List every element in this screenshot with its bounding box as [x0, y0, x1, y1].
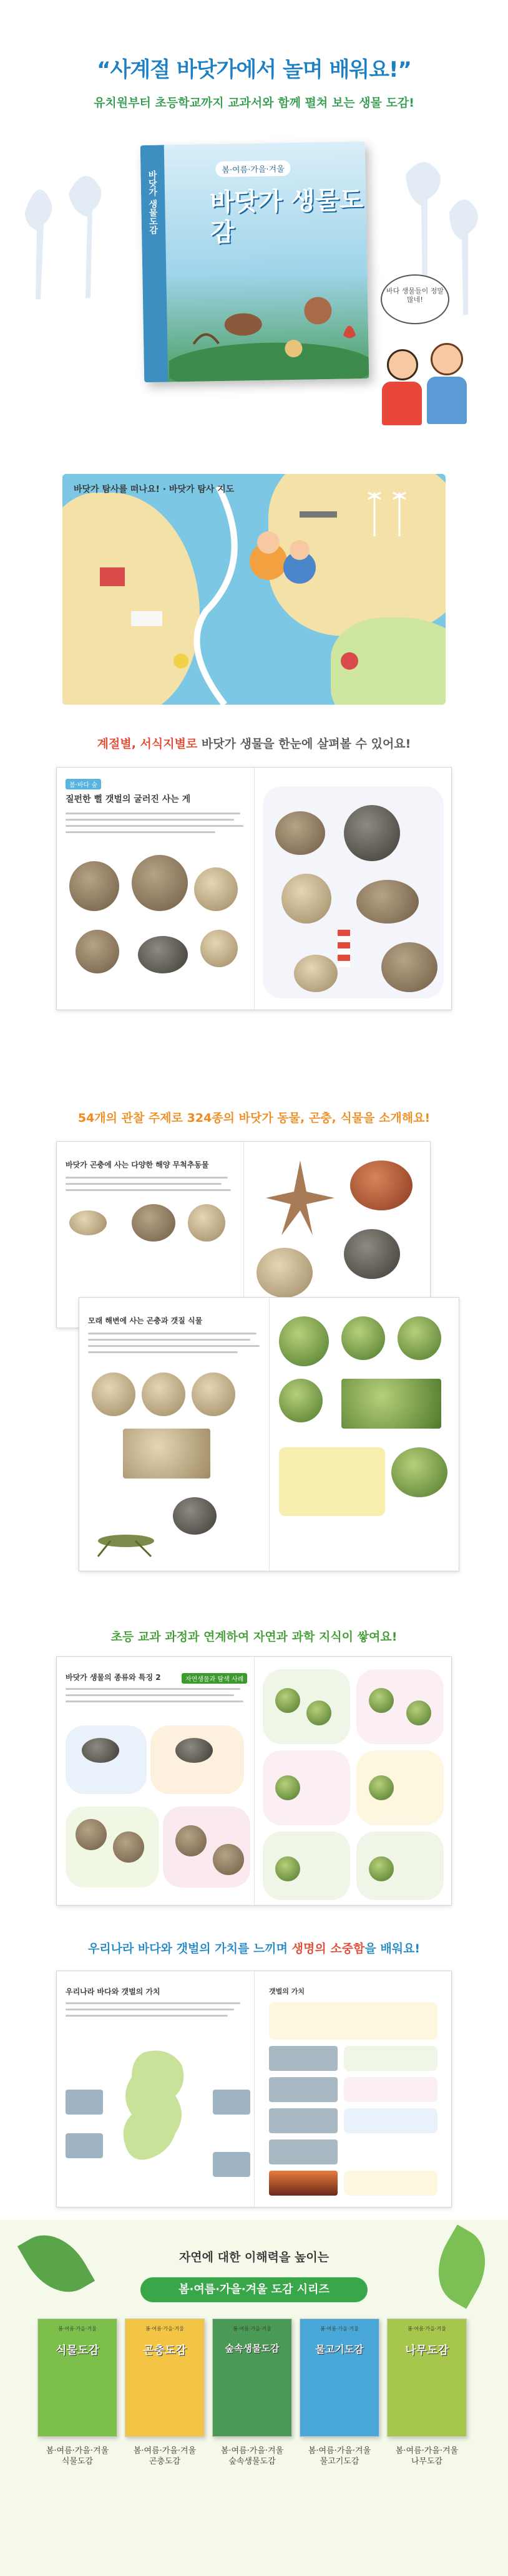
specimen-photo: [344, 805, 400, 861]
book-spread-sample: [79, 1297, 459, 1571]
text-line: [66, 2009, 234, 2010]
specimen-photo: [76, 1819, 107, 1850]
series-book-title: 숲속생물도감: [225, 2343, 280, 2354]
text-line: [66, 819, 234, 821]
specimen-photo: [175, 1825, 207, 1856]
child-body-illustration: [427, 377, 467, 424]
book-spread-sample: [56, 767, 452, 1010]
specimen-photo: [132, 1204, 175, 1242]
series-title: 자연에 대한 이해력을 높이는: [178, 2250, 330, 2264]
series-book-caption-line1: 봄·여름·가을·겨울: [133, 2446, 197, 2456]
specimen-photo: [123, 1429, 210, 1479]
section-heading-text: 54개의 관찰 주제로: [77, 1111, 187, 1125]
specimen-photo: [269, 2046, 338, 2071]
specimen-photo: [66, 2090, 103, 2115]
specimen-photo: [188, 1204, 225, 1242]
page-title: 질펀한 뻘 갯벌의 굴러진 사는 게: [66, 794, 191, 804]
specimen-photo: [275, 1688, 300, 1713]
specimen-photo: [192, 1372, 235, 1416]
specimen-photo: [69, 1210, 107, 1235]
series-book-series: 봄·여름·가을·겨울: [233, 2326, 271, 2332]
series-book-caption-line1: 봄·여름·가을·겨울: [46, 2446, 109, 2456]
series-book-title: 곤충도감: [143, 2344, 187, 2357]
text-line: [66, 813, 240, 814]
series-book-caption: [34, 2446, 121, 2467]
section-heading: [0, 1628, 508, 1644]
specimen-photo: [294, 955, 338, 992]
section-heading-highlight: 324종의 바닷가 동물, 곤충, 식물: [187, 1111, 364, 1125]
specimen-photo: [275, 1775, 300, 1800]
specimen-photo: [369, 1688, 394, 1713]
hero-title: “사계절 바닷가에서 놀며 배워요!”: [97, 57, 411, 82]
section-heading-highlight: 계절별, 서식지별로: [97, 737, 198, 751]
info-box-title: 갯벌의 가치: [269, 1987, 305, 1995]
section-heading: [0, 1109, 508, 1126]
section-heading-text: 과 연계하여 자연과 과학 지식이 쌓여요!: [187, 1630, 398, 1644]
grasshopper-illustration: [92, 1522, 160, 1560]
text-line: [66, 825, 243, 827]
section-heading: [0, 1939, 508, 1956]
book-cover: [140, 142, 369, 382]
specimen-photo: [69, 861, 119, 911]
specimen-photo: [341, 1379, 441, 1429]
series-book-caption: [296, 2446, 383, 2467]
text-line: [66, 2015, 228, 2017]
specimen-photo: [275, 811, 325, 855]
specimen-photo: [66, 2133, 103, 2158]
series-book-cover: [212, 2318, 292, 2437]
text-line: [66, 1183, 222, 1185]
series-book-caption-line2: 식물도감: [61, 2457, 94, 2466]
page-title: 우리나라 바다와 갯벌의 가치: [66, 1987, 160, 1996]
specimen-photo: [269, 2108, 338, 2133]
series-book-series: 봄·여름·가을·겨울: [58, 2326, 97, 2332]
series-book-cover: [300, 2318, 379, 2437]
specimen-photo: [275, 1856, 300, 1881]
specimen-photo: [213, 2152, 250, 2177]
book-spine: [140, 145, 169, 383]
text-line: [88, 1339, 250, 1341]
series-book-cover: [37, 2318, 117, 2437]
specimen-photo: [279, 1379, 323, 1422]
section-heading-highlight: 생명의 소중함: [291, 1942, 365, 1956]
info-box: [344, 2108, 437, 2133]
specimen-photo: [381, 942, 437, 992]
series-banner: 봄·여름·가을·겨울 도감 시리즈: [140, 2277, 368, 2302]
section-heading-text: 바닷가 생물을 한눈에 살펴볼 수 있어요!: [197, 737, 411, 751]
text-line: [66, 2002, 240, 2004]
starfish-photo: [263, 1154, 338, 1242]
book-title: 바닷가 생물도감: [209, 185, 364, 248]
text-line: [88, 1351, 238, 1353]
specimen-photo: [398, 1316, 441, 1360]
series-book-caption-line1: 봄·여름·가을·겨울: [395, 2446, 459, 2456]
info-box: [344, 2077, 437, 2102]
child-illustration: [431, 343, 463, 375]
series-book-cover: [387, 2318, 467, 2437]
specimen-photo: [82, 1738, 119, 1763]
specimen-photo: [279, 1316, 329, 1366]
specimen-photo: [256, 1248, 313, 1298]
specimen-photo: [194, 867, 238, 911]
specimen-photo: [269, 2077, 338, 2102]
text-line: [66, 1688, 240, 1690]
info-box: [269, 2002, 437, 2040]
tint-area: [263, 1669, 350, 1744]
info-box: [279, 1447, 385, 1516]
book-cover-illustration: [167, 248, 369, 382]
spread-fold: [269, 1298, 270, 1571]
book-spread-sample: [56, 1656, 452, 1906]
specimen-photo: [138, 936, 188, 973]
map-details: [62, 474, 446, 705]
section-heading-highlight: 초등 교과 과정: [110, 1630, 188, 1644]
series-book-caption-line2: 숲속생물도감: [228, 2457, 276, 2466]
series-book-caption: [383, 2446, 471, 2467]
lighthouse-illustration: [338, 930, 350, 967]
text-line: [66, 1694, 234, 1696]
map-caption: 바닷가 탐사를 떠나요! · 바닷가 탐사 지도: [74, 485, 235, 494]
speech-bubble: 바다 생물들이 정말 많네!: [381, 274, 449, 324]
hero-section: [0, 0, 508, 474]
child-body-illustration: [382, 382, 422, 425]
spread-fold: [254, 1657, 255, 1905]
series-book-series: 봄·여름·가을·겨울: [320, 2326, 359, 2332]
section-heading-text: 을 소개해요!: [363, 1111, 431, 1125]
series-book-caption-line2: 나무도감: [411, 2457, 443, 2466]
series-book-caption-line1: 봄·여름·가을·겨울: [308, 2446, 371, 2456]
series-book-caption-line2: 물고기도감: [320, 2457, 359, 2466]
text-line: [66, 831, 215, 833]
specimen-photo: [92, 1372, 135, 1416]
text-line: [88, 1333, 256, 1334]
info-box: [344, 2046, 437, 2071]
section-heading-text: 을 배워요!: [364, 1942, 421, 1956]
spread-fold: [254, 1971, 255, 2207]
specimen-photo: [281, 874, 331, 924]
section-heading-text: 우리나라 바다와 갯벌의 가치를 느끼며: [87, 1942, 292, 1956]
page-title: 바닷가 곤충에 사는 다양한 해양 무척추동물: [66, 1160, 209, 1169]
specimen-photo: [391, 1447, 447, 1497]
page-title: 모래 해변에 사는 곤충과 갯질 식물: [88, 1316, 203, 1325]
info-box: [344, 2171, 437, 2196]
book-series-label: 봄·여름·가을·겨울: [215, 160, 291, 177]
page-title: 바닷가 생물의 종류와 특징 2: [66, 1673, 161, 1682]
specimen-photo: [113, 1831, 144, 1863]
spread-fold: [254, 768, 255, 1010]
series-book-caption-line1: 봄·여름·가을·겨울: [220, 2446, 284, 2456]
specimen-photo: [406, 1700, 431, 1725]
specimen-photo: [344, 1229, 400, 1279]
tint-area: [356, 1669, 444, 1744]
child-illustration: [387, 349, 418, 380]
series-book-caption: [121, 2446, 208, 2467]
page-tag: 봄·바다 숲: [66, 779, 101, 789]
text-line: [66, 1189, 231, 1191]
series-book-title: 물고기도감: [315, 2343, 364, 2355]
coast-map-illustration: [62, 474, 446, 705]
specimen-photo: [356, 880, 419, 924]
specimen-photo: [76, 930, 119, 973]
series-book-caption: [208, 2446, 296, 2467]
series-book-series: 봄·여름·가을·겨울: [145, 2326, 184, 2332]
section-heading: [0, 735, 508, 751]
book-spread-sample: [56, 1971, 452, 2207]
text-line: [66, 1177, 228, 1179]
specimen-photo: [369, 1775, 394, 1800]
series-book-caption-line2: 곤충도감: [149, 2457, 181, 2466]
series-book-cover: [125, 2318, 205, 2437]
hero-subtitle: 유치원부터 초등학교까지 교과서와 함께 펼쳐 보는 생물 도감!: [94, 96, 414, 110]
book-spine-title: 바닷가 생물도감: [147, 170, 159, 234]
specimen-photo: [132, 855, 188, 911]
specimen-photo: [269, 2139, 338, 2164]
tint-area: [66, 1807, 159, 1888]
series-book-title: 나무도감: [405, 2344, 449, 2357]
specimen-photo: [142, 1372, 185, 1416]
specimen-photo: [213, 1844, 244, 1875]
specimen-photo: [173, 1497, 217, 1535]
text-line: [66, 1700, 243, 1702]
specimen-photo: [369, 1856, 394, 1881]
specimen-photo: [350, 1160, 413, 1210]
series-book-title: 식물도감: [56, 2344, 99, 2357]
korea-map-illustration: [107, 2046, 207, 2171]
specimen-photo: [200, 930, 238, 967]
page-badge: 자연생물과 탐색 사례: [182, 1673, 247, 1684]
specimen-photo: [175, 1738, 213, 1763]
series-book-series: 봄·여름·가을·겨울: [408, 2326, 446, 2332]
sunset-photo: [269, 2171, 338, 2196]
text-line: [88, 1345, 260, 1347]
specimen-photo: [306, 1700, 331, 1725]
specimen-photo: [341, 1316, 385, 1360]
specimen-photo: [213, 2090, 250, 2115]
